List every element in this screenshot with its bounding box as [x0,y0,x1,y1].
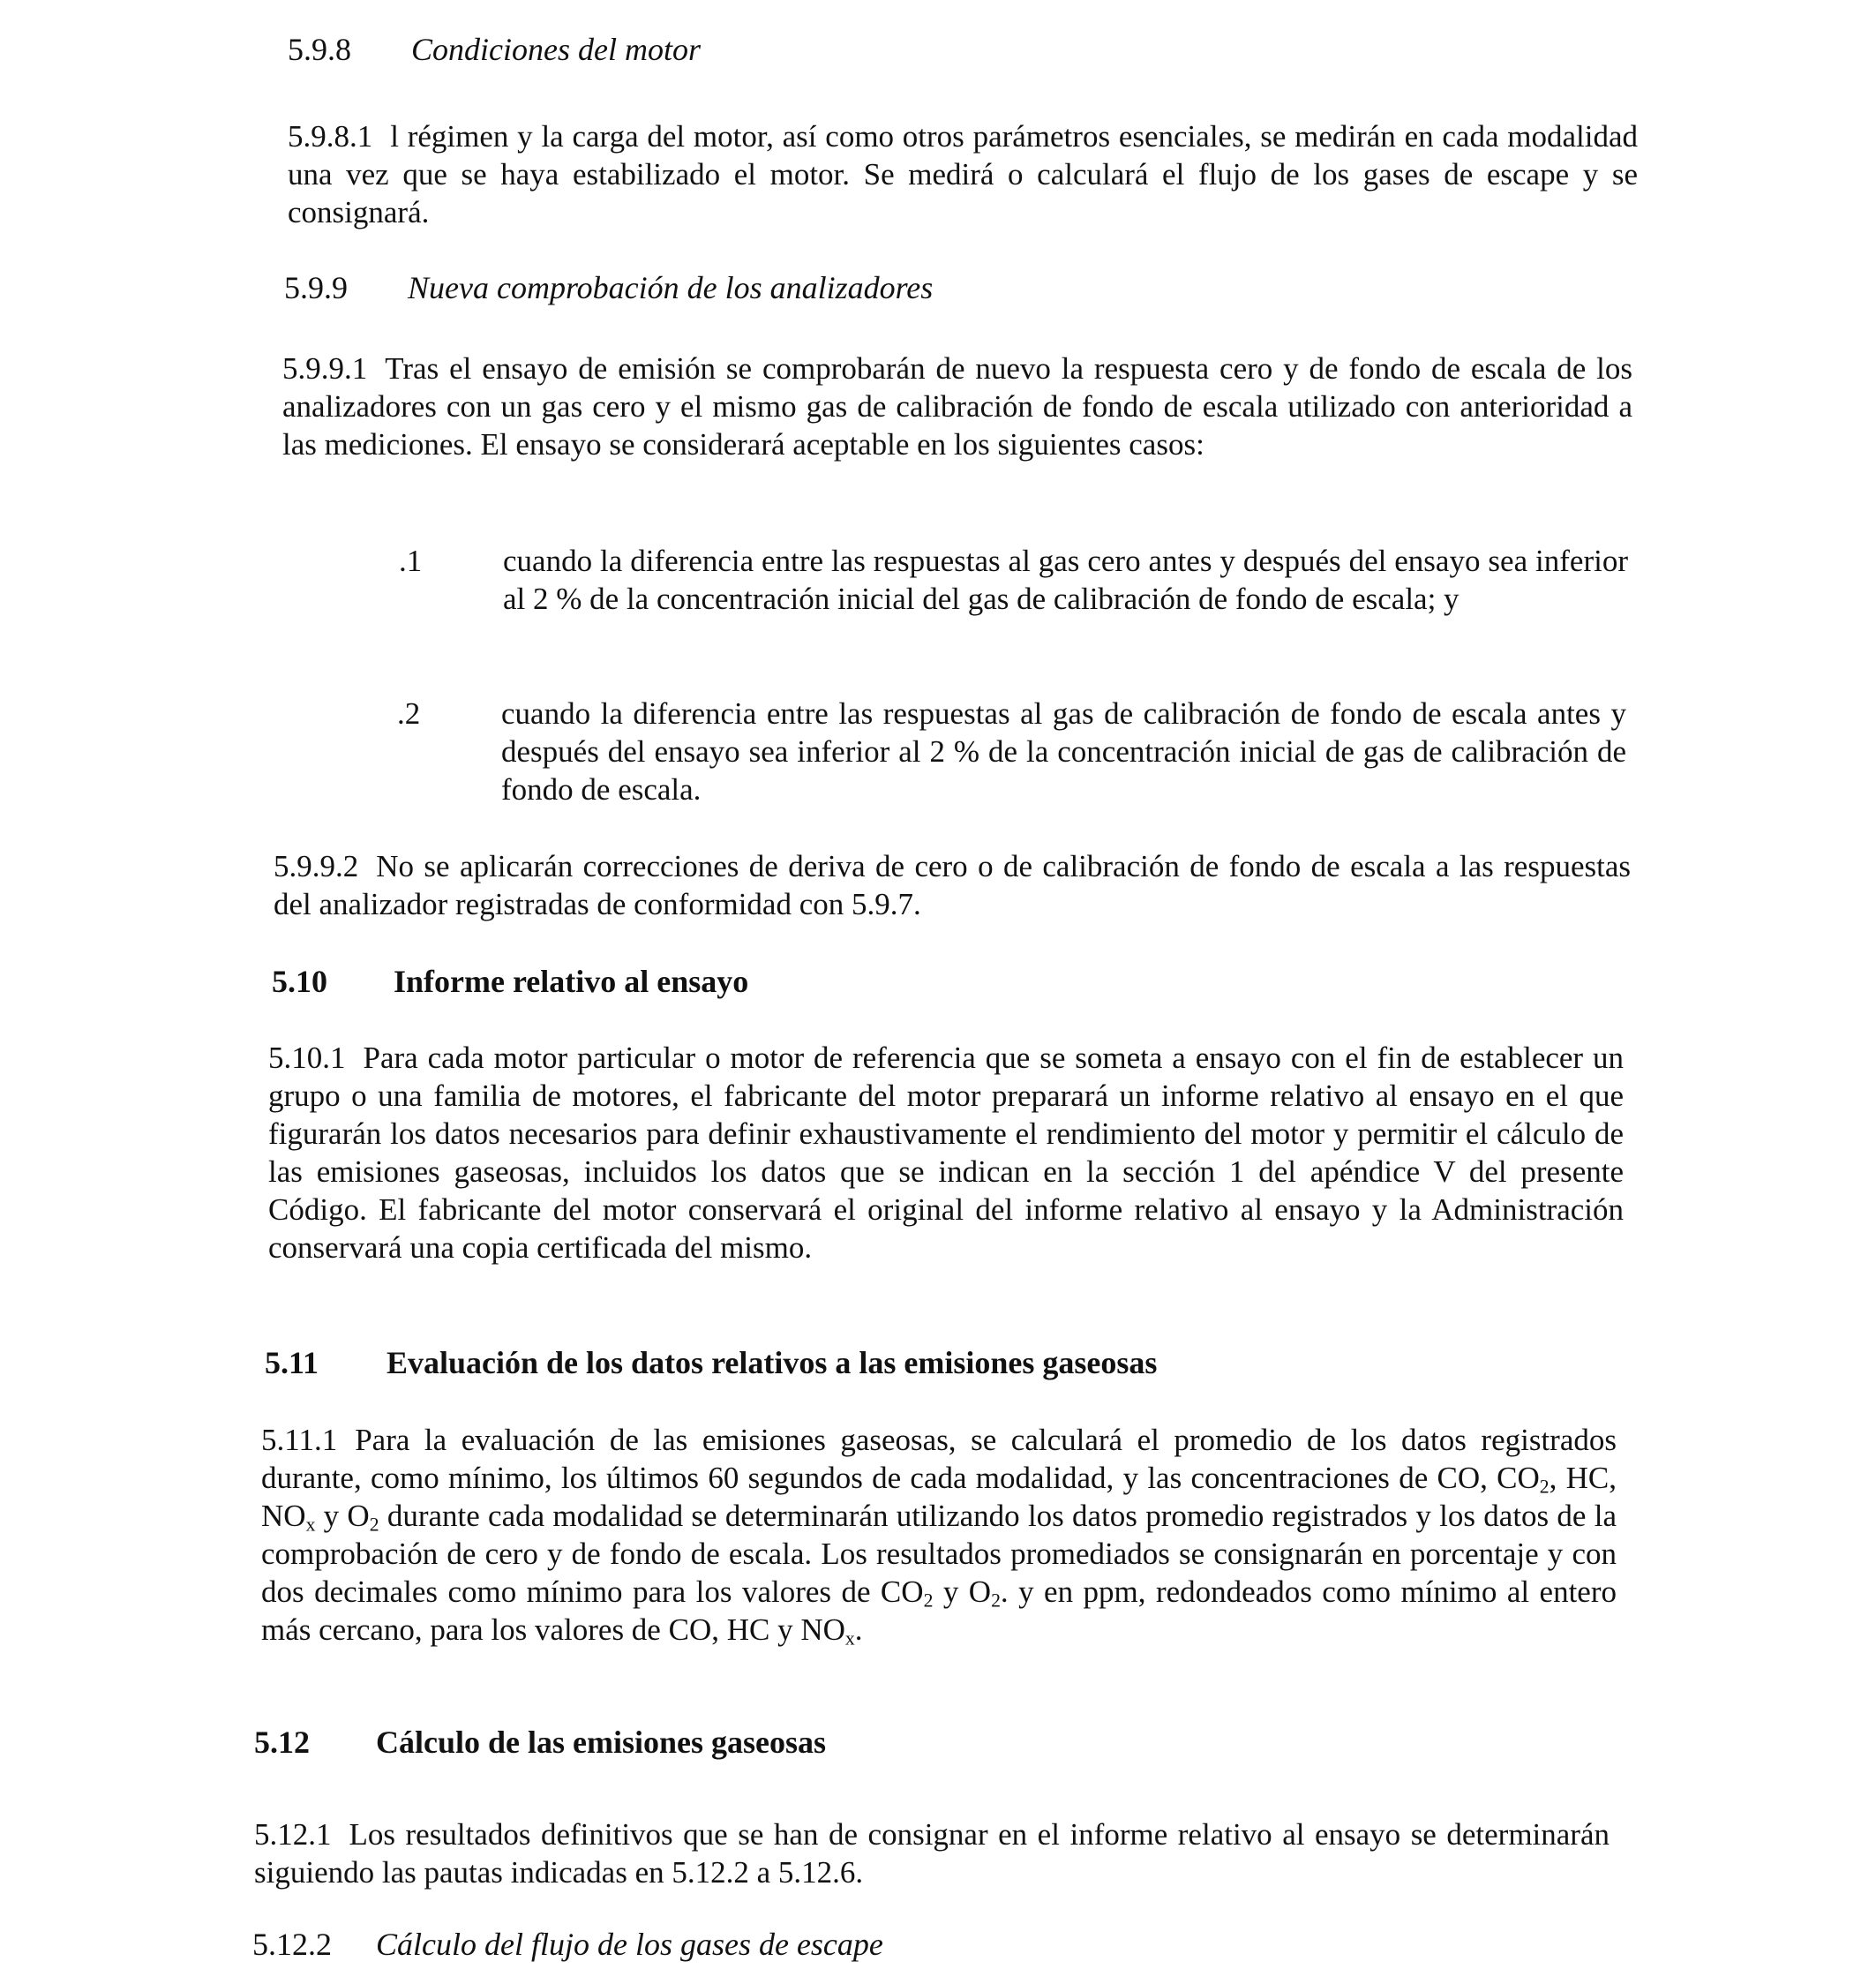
paragraph-text: No se aplicarán correcciones de deriva de cero o de calibración de fondo de escala a las respuestas del analizador registradas de conformidad con 5.9.7. [274,849,1631,921]
heading-title: Cálculo del flujo de los gases de escape [376,1927,883,1962]
list-item-marker: .2 [397,696,421,731]
heading-number: 5.12 [254,1725,310,1760]
subscript: 2 [1539,1476,1550,1498]
paragraph-5-11-1 [261,1421,1617,1649]
paragraph-number: 5.9.9.1 [282,351,368,386]
paragraph-text: Para la evaluación de las emisiones gaseosas, se calculará el promedio de los datos registrados durante, como mínimo, los últimos 60 segundos de cada modalidad, y las concentraciones de CO, $CO_2$, HC, $NO_x$ y $O_2$ durante cada modalidad se determinarán utilizando los datos promedio registrados y los datos de la comprobación de cero y de fondo de escala. Los resultados promediados se consignarán en porcentaje y con dos decimales como mínimo para los valores de $CO_2$ y $O_2$. y en ppm, redondeados como mínimo al entero más cercano, para los valores de CO, HC y $NO_x$. [261,1423,1617,1650]
subscript: x [844,1627,855,1650]
heading-number: 5.11 [265,1345,319,1380]
heading-5-9-8 [288,30,701,69]
heading-title: Condiciones del motor [411,32,701,67]
paragraph-5-9-9-1 [282,349,1632,463]
list-item-marker: .1 [399,544,423,578]
heading-title: Evaluación de los datos relativos a las emisiones gaseosas [386,1345,1158,1380]
paragraph-5-9-9-2 [274,847,1631,923]
paragraph-5-9-8-1 [288,117,1638,231]
paragraph-number: 5.12.1 [254,1817,332,1852]
heading-5-12 [254,1723,826,1762]
paragraph-text: Tras el ensayo de emisión se comprobarán de nuevo la respuesta cero y de fondo de escala de los analizadores con un gas cero y el mismo gas de calibración de fondo de escala utilizado con anterioridad a las mediciones. El ensayo se considerará aceptable en los siguientes casos: [282,351,1632,462]
subscript: x [305,1514,316,1536]
heading-5-11 [265,1343,1157,1382]
subscript: 2 [923,1589,934,1612]
paragraph-number: 5.10.1 [268,1041,346,1075]
paragraph-text: Para cada motor particular o motor de referencia que se someta a ensayo con el fin de establecer un grupo o una familia de motores, el fabricante del motor preparará un informe relativo al ensayo en el que figurarán los datos necesarios para definir exhaustivamente el rendimiento del motor y permitir el cálculo de las emisiones gaseosas, incluidos los datos que se indican en la sección 1 del apéndice V del presente Código. El fabricante del motor conservará el original del informe relativo al ensayo y la Administración conservará una copia certificada del mismo. [268,1041,1624,1265]
paragraph-5-10-1 [268,1039,1624,1266]
heading-number: 5.9.9 [284,270,348,305]
heading-5-12-2 [252,1925,883,1964]
heading-5-10 [272,962,748,1001]
paragraph-number: 5.9.8.1 [288,119,373,154]
heading-number: 5.9.8 [288,32,351,67]
paragraph-5-12-1 [254,1815,1610,1891]
paragraph-text: l régimen y la carga del motor, así como otros parámetros esenciales, se medirán en cada modalidad una vez que se haya estabilizado el motor. Se medirá o calculará el flujo de los gases de escape y se consignará. [288,119,1638,229]
heading-number: 5.10 [272,964,327,999]
heading-5-9-9 [284,268,933,307]
subscript: 2 [369,1514,379,1536]
heading-title: Nueva comprobación de los analizadores [408,270,934,305]
heading-title: Informe relativo al ensayo [394,964,749,999]
heading-title: Cálculo de las emisiones gaseosas [376,1725,827,1760]
paragraph-number: 5.9.9.2 [274,849,359,883]
list-item-text: cuando la diferencia entre las respuestas al gas de calibración de fondo de escala antes y después del ensayo sea inferior al 2 % de la concentración inicial de gas de calibración de fondo de escala. [501,696,1626,807]
subscript: 2 [991,1589,1001,1612]
heading-number: 5.12.2 [252,1927,332,1962]
paragraph-text: Los resultados definitivos que se han de consignar en el informe relativo al ensayo se determinarán siguiendo las pautas indicadas en 5.12.2 a 5.12.6. [254,1817,1610,1890]
list-item-text: cuando la diferencia entre las respuestas al gas cero antes y después del ensayo sea inferior al 2 % de la concentración inicial del gas de calibración de fondo de escala; y [503,544,1628,616]
paragraph-number: 5.11.1 [261,1423,338,1457]
